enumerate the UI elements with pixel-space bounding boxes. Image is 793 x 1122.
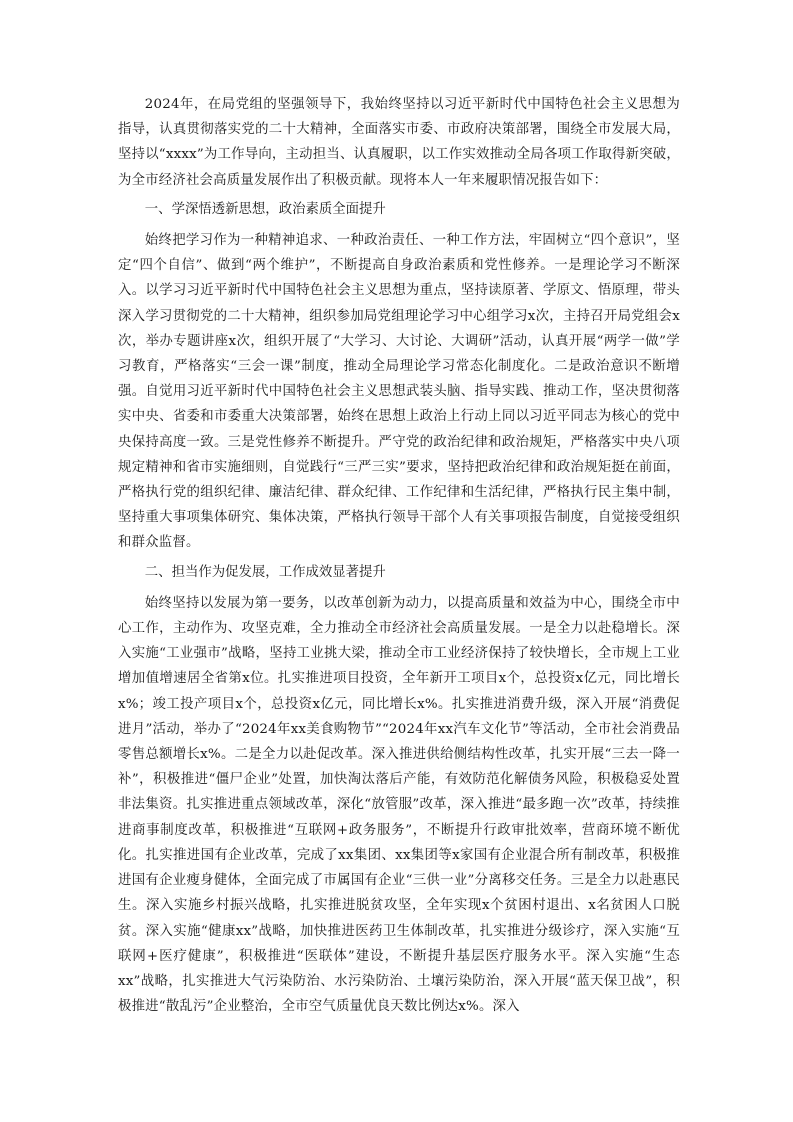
section-1-paragraph: 始终把学习作为一种精神追求、一种政治责任、一种工作方法，牢固树立“四个意识”，坚定“四个自信”、做到“两个维护”，不断提高自身政治素质和党性修养。一是理论学习不断深入。以学习习近平新时代中国特色社会主义思想为重点，坚持读原著、学原文、悟原理，带头深入学习贯彻党的二十大精神，组织参加局党组理论学习中心组学习x次，主持召开局党组会x次，举办专题讲座x次，组织开展了“大学习、大讨论、大调研”活动，认真开展“两学一做”学习教育，严格落实“三会一课”制度，推动全局理论学习常态化制度化。二是政治意识不断增强。自觉用习近平新时代中国特色社会主义思想武装头脑、指导实践、推动工作，坚决贯彻落实中央、省委和市委重大决策部署，始终在思想上政治上行动上同以习近平同志为核心的党中央保持高度一致。三是党性修养不断提升。严守党的政治纪律和政治规矩，严格落实中央八项规定精神和省市实施细则，自觉践行“三严三实”要求，坚持把政治纪律和政治规矩挺在前面，严格执行党的组织纪律、廉洁纪律、群众纪律、工作纪律和生活纪律，严格执行民主集中制，坚持重大事项集体研究、集体决策，严格执行领导干部个人有关事项报告制度，自觉接受组织和群众监督。 <box>118 233 680 551</box>
document-page <box>118 92 680 1023</box>
section-2-heading: 二、担当作为促发展，工作成效显著提升 <box>144 564 386 580</box>
section-2-paragraph: 始终坚持以发展为第一要务，以改革创新为动力，以提高质量和效益为中心，围绕全市中心工作，主动作为、攻坚克难，全力推动全市经济社会高质量发展。一是全力以赴稳增长。深入实施“工业强市”战略，坚持工业挑大梁，推动全市工业经济保持了较快增长，全市规上工业增加值增速居全省第x位。扎实推进项目投资，全年新开工项目x个，总投资x亿元，同比增长x%；竣工投产项目x个，总投资x亿元，同比增长x%。扎实推进消费升级，深入开展“消费促进月”活动，举办了“2024年xx美食购物节”“2024年xx汽车文化节”等活动，全市社会消费品零售总额增长x%。二是全力以赴促改革。深入推进供给侧结构性改革，扎实开展“三去一降一补”，积极推进“僵尸企业”处置，加快淘汰落后产能，有效防范化解债务风险，积极稳妥处置非法集资。扎实推进重点领域改革，深化“放管服”改革，深入推进“最多跑一次”改革，持续推进商事制度改革，积极推进“互联网+政务服务”，不断提升行政审批效率，营商环境不断优化。扎实推进国有企业改革，完成了xx集团、xx集团等x家国有企业混合所有制改革，积极推进国有企业瘦身健体，全面完成了市属国有企业“三供一业”分离移交任务。三是全力以赴惠民生。深入实施乡村振兴战略，扎实推进脱贫攻坚，全年实现x个贫困村退出、x名贫困人口脱贫。深入实施“健康xx”战略，加快推进医药卫生体制改革，扎实推进分级诊疗，深入实施“互联网+医疗健康”，积极推进“医联体”建设，不断提升基层医疗服务水平。深入实施“生态xx”战略，扎实推进大气污染防治、水污染防治、土壤污染防治，深入开展“蓝天保卫战”，积极推进“散乱污”企业整治，全市空气质量优良天数比例达x%。深入 <box>118 595 680 1015</box>
intro-paragraph: 2024年，在局党组的坚强领导下，我始终坚持以习近平新时代中国特色社会主义思想为指导，认真贯彻落实党的二十大精神，全面落实市委、市政府决策部署，围绕全市发展大局，坚持以“xxxx”为工作导向，主动担当、认真履职，以工作实效推动全局各项工作取得新突破，为全市经济社会高质量发展作出了积极贡献。现将本人一年来履职情况报告如下： <box>118 97 680 188</box>
section-1-heading: 一、学深悟透新思想，政治素质全面提升 <box>144 201 386 217</box>
